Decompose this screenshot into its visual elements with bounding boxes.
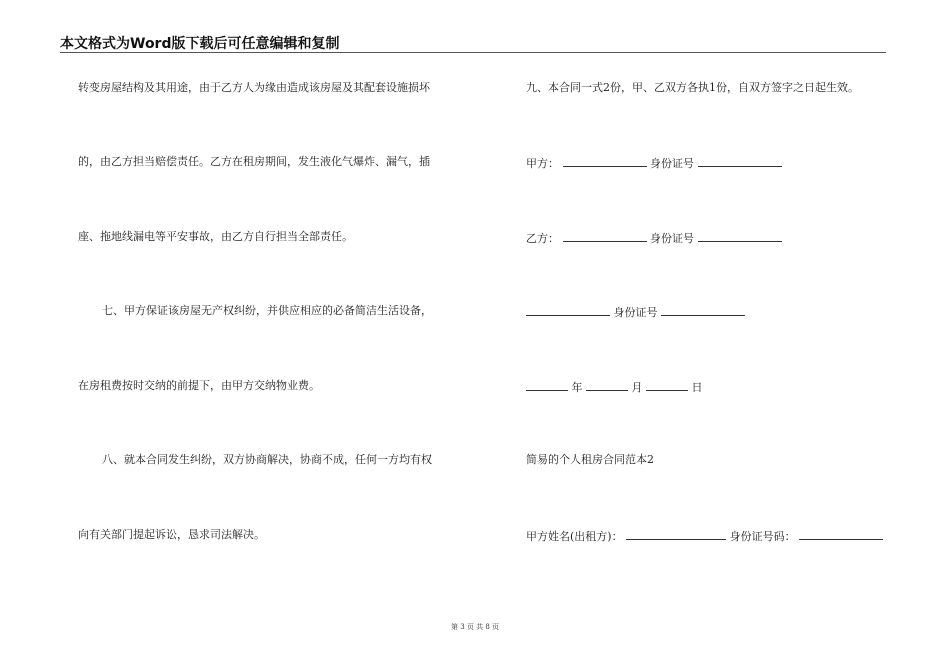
year-blank	[526, 379, 568, 391]
party-b-blank	[563, 230, 647, 242]
witness-blank	[526, 304, 610, 316]
page-header-title: 本文格式为Word版下载后可任意编辑和复制	[60, 36, 340, 52]
witness-signature-row	[526, 304, 745, 320]
page-indicator: 第 3 页 共 8 页	[450, 623, 500, 631]
left-line-3: 座、拖地线漏电等平安事故，由乙方自行担当全部责任。	[78, 230, 353, 243]
left-line-2: 的，由乙方担当赔偿责任。乙方在租房期间，发生液化气爆炸、漏气，插	[78, 155, 430, 168]
year-label: 年	[571, 381, 583, 394]
clause-8-line-1: 八、就本合同发生纠纷，双方协商解决，协商不成，任何一方均有权	[102, 453, 432, 466]
day-label: 日	[691, 381, 703, 394]
month-label: 月	[631, 381, 643, 394]
clause-9: 九、本合同一式2份，甲、乙双方各执1份，自双方签字之日起生效。	[526, 81, 859, 94]
party-b-signature-row	[526, 230, 782, 246]
header-divider	[60, 52, 886, 53]
left-line-1: 转变房屋结构及其用途，由于乙方人为缘由造成该房屋及其配套设施损坏	[78, 81, 430, 94]
party-b-id-blank	[698, 230, 782, 242]
witness-id-label: 身份证号	[613, 306, 658, 319]
landlord-name-label: 甲方姓名(出租方)：	[526, 530, 623, 543]
clause-7-line-1: 七、甲方保证该房屋无产权纠纷，并供应相应的必备简洁生活设备，	[102, 304, 432, 317]
template-2-title: 简易的个人租房合同范本2	[526, 453, 654, 466]
day-blank	[646, 379, 688, 391]
party-a-blank	[563, 155, 647, 167]
witness-id-blank	[661, 304, 745, 316]
party-a-id-label: 身份证号	[650, 157, 694, 170]
party-a-signature-row	[526, 155, 782, 171]
month-blank	[586, 379, 628, 391]
date-row	[526, 379, 703, 395]
landlord-info-row	[526, 528, 883, 544]
clause-8-line-2: 向有关部门提起诉讼，恳求司法解决。	[78, 528, 265, 541]
landlord-id-label: 身份证号码：	[729, 530, 796, 543]
landlord-id-blank	[799, 528, 883, 540]
party-b-label: 乙方：	[526, 232, 559, 245]
party-a-id-blank	[698, 155, 782, 167]
landlord-name-blank	[626, 528, 726, 540]
clause-7-line-2: 在房租费按时交纳的前提下，由甲方交纳物业费。	[78, 379, 320, 392]
party-a-label: 甲方：	[526, 157, 559, 170]
party-b-id-label: 身份证号	[650, 232, 694, 245]
